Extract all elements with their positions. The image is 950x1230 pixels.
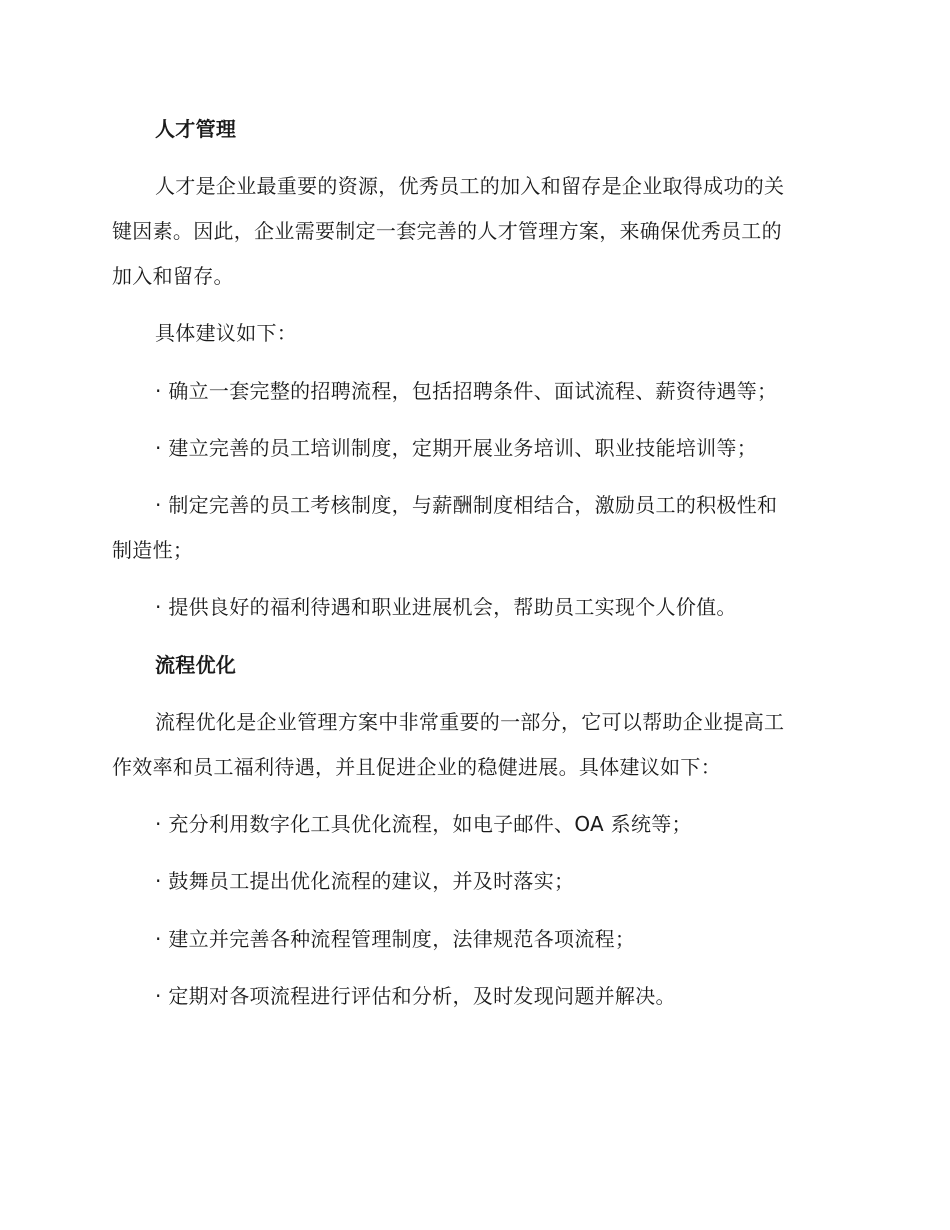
paragraph-line: 键因素。因此，企业需要制定一套完善的人才管理方案，来确保优秀员工的 [112, 219, 782, 243]
bullet-item: · 制定完善的员工考核制度，与薪酬制度相结合，激励员工的积极性和 [155, 493, 778, 517]
section-heading-talent: 人才管理 [155, 117, 237, 141]
bullet-item: · 提供良好的福利待遇和职业进展机会，帮助员工实现个人价值。 [155, 595, 737, 619]
bullet-item: · 鼓舞员工提出优化流程的建议，并及时落实； [155, 869, 575, 893]
bullet-item-continuation: 制造性； [112, 538, 194, 562]
paragraph-line: 流程优化是企业管理方案中非常重要的一部分，它可以帮助企业提高工 [155, 710, 785, 734]
paragraph-line: 作效率和员工福利待遇，并且促进企业的稳健进展。具体建议如下： [112, 755, 721, 779]
bullet-item: · 确立一套完整的招聘流程，包括招聘条件、面试流程、薪资待遇等； [155, 379, 778, 403]
paragraph-line: 加入和留存。 [112, 264, 234, 288]
section-heading-process: 流程优化 [155, 653, 237, 677]
lead-text: 具体建议如下： [155, 321, 298, 345]
bullet-item: · 定期对各项流程进行评估和分析，及时发现问题并解决。 [155, 984, 676, 1008]
paragraph-line: 人才是企业最重要的资源，优秀员工的加入和留存是企业取得成功的关 [155, 174, 785, 198]
bullet-item: · 充分利用数字化工具优化流程，如电子邮件、OA 系统等； [155, 812, 692, 836]
bullet-item: · 建立并完善各种流程管理制度，法律规范各项流程； [155, 927, 636, 951]
bullet-item: · 建立完善的员工培训制度，定期开展业务培训、职业技能培训等； [155, 436, 758, 460]
